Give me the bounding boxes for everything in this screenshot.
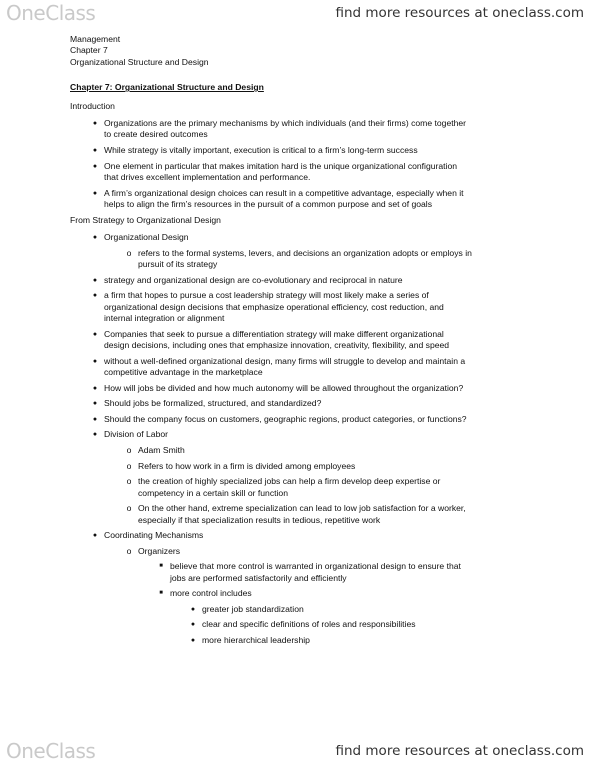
list-item-text: On the other hand, extreme specialization can lead to low job satisfaction for a worker, [138, 503, 466, 514]
chapter-label: Chapter 7 [70, 45, 108, 56]
list-item [70, 383, 580, 394]
list-item [70, 188, 580, 211]
list-item-text: Division of Labor [104, 429, 169, 440]
list-item-text: that drives excellent implementation and performance. [104, 171, 311, 182]
list-item [70, 145, 580, 156]
list-item-text: strategy and organizational design are co-evolutionary and reciprocal in nature [104, 274, 403, 285]
hollow-bullet-icon: o [126, 247, 132, 258]
intro-list [70, 118, 580, 210]
list-item [70, 461, 580, 472]
list-item [70, 414, 580, 425]
bullet-icon: ● [92, 431, 98, 439]
list-item-text: competency in a certain skill or function [138, 487, 288, 498]
bullet-icon: ● [190, 621, 196, 629]
list-item-text: clear and specific definitions of roles and responsibilities [202, 619, 416, 630]
bullet-icon: ● [92, 292, 98, 300]
list-item-text: design decisions, including ones that emphasize innovation, creativity, flexibility, and speed [104, 339, 450, 350]
section-title: From Strategy to Organizational Design [70, 214, 221, 225]
list-item-text: greater job standardization [202, 603, 304, 614]
list-item-text: Coordinating Mechanisms [104, 530, 204, 541]
document-body [70, 34, 580, 651]
hollow-bullet-icon: o [126, 545, 132, 556]
list-item-text: more control includes [170, 588, 252, 599]
bullet-icon: ● [92, 532, 98, 540]
hollow-bullet-icon: o [126, 503, 132, 514]
list-item-text: Organizations are the primary mechanisms by which individuals (and their firms) come together [104, 117, 467, 128]
list-item [70, 546, 580, 557]
list-item-text: organizational design decisions that emphasize operational efficiency, cost reduction, and [104, 301, 444, 312]
footer-link[interactable]: find more resources at oneclass.com [335, 743, 584, 759]
list-item-text: refers to the formal systems, levers, and decisions an organization adopts or employs in [138, 247, 472, 258]
list-item [70, 398, 580, 409]
list-item-text: especially if that specialization results in tedious, repetitive work [138, 514, 381, 525]
list-item-text: helps to align the firm’s resources in the pursuit of a common purpose and set of goals [104, 198, 433, 209]
list-item-text: Adam Smith [138, 444, 185, 455]
chapter-title: Organizational Structure and Design [70, 56, 209, 67]
section-list [70, 232, 580, 647]
logo-text-footer: OneClass [6, 739, 96, 763]
list-item [70, 561, 580, 584]
list-item-text: One element in particular that makes imitation hard is the unique organizational configuration [104, 160, 458, 171]
hollow-bullet-icon: o [126, 460, 132, 471]
square-bullet-icon: ■ [159, 563, 163, 570]
list-item-text: Organizers [138, 545, 181, 556]
list-item [70, 329, 580, 352]
list-item-text: How will jobs be divided and how much autonomy will be allowed throughout the organization? [104, 382, 464, 393]
chapter-heading: Chapter 7: Organizational Structure and Design [70, 82, 264, 93]
list-item-text: a firm that hopes to pursue a cost leadership strategy will most likely make a series of [104, 290, 429, 301]
list-item [70, 275, 580, 286]
oneclass-logo-footer[interactable] [6, 740, 95, 762]
bullet-icon: ● [92, 233, 98, 241]
bullet-icon: ● [92, 384, 98, 392]
list-item-text: pursuit of its strategy [138, 258, 218, 269]
list-item [70, 503, 580, 526]
list-item-text: Organizational Design [104, 231, 189, 242]
list-item [70, 232, 580, 243]
intro-title: Introduction [70, 100, 115, 111]
list-item-text: Should the company focus on customers, geographic regions, product categories, or functions? [104, 413, 467, 424]
list-item-text: without a well-defined organizational design, many firms will struggle to develop and maintain a [104, 355, 466, 366]
list-item [70, 445, 580, 456]
list-item [70, 530, 580, 541]
list-item-text: the creation of highly specialized jobs can help a firm develop deep expertise or [138, 476, 441, 487]
list-item [70, 619, 580, 630]
list-item [70, 290, 580, 324]
oneclass-logo[interactable] [6, 2, 95, 24]
page-header [0, 0, 595, 26]
list-item-text: Should jobs be formalized, structured, and standardized? [104, 398, 322, 409]
bullet-icon: ● [92, 276, 98, 284]
list-item [70, 588, 580, 599]
list-item [70, 248, 580, 271]
list-item-text: Refers to how work in a firm is divided among employees [138, 460, 356, 471]
list-item-text: jobs are performed satisfactorily and efficiently [170, 572, 347, 583]
list-item [70, 161, 580, 184]
list-item [70, 476, 580, 499]
bullet-icon: ● [92, 146, 98, 154]
page-footer [0, 738, 595, 764]
list-item [70, 118, 580, 141]
bullet-icon: ● [92, 415, 98, 423]
hollow-bullet-icon: o [126, 444, 132, 455]
list-item [70, 604, 580, 615]
header-link[interactable]: find more resources at oneclass.com [335, 5, 584, 21]
bullet-icon: ● [190, 637, 196, 645]
list-item-text: more hierarchical leadership [202, 635, 310, 646]
bullet-icon: ● [92, 357, 98, 365]
bullet-icon: ● [92, 162, 98, 170]
list-item-text: competitive advantage in the marketplace [104, 366, 263, 377]
list-item [70, 356, 580, 379]
list-item-text: A firm’s organizational design choices can result in a competitive advantage, especially when it [104, 187, 464, 198]
course-name: Management [70, 34, 121, 44]
hollow-bullet-icon: o [126, 476, 132, 487]
list-item [70, 635, 580, 646]
bullet-icon: ● [92, 400, 98, 408]
bullet-icon: ● [190, 605, 196, 613]
list-item-text: believe that more control is warranted in organizational design to ensure that [170, 561, 461, 572]
bullet-icon: ● [92, 119, 98, 127]
list-item-text: Companies that seek to pursue a differentiation strategy will make different organizational [104, 328, 444, 339]
list-item-text: to create desired outcomes [104, 129, 208, 140]
square-bullet-icon: ■ [159, 590, 163, 597]
list-item-text: While strategy is vitally important, execution is critical to a firm’s long-term success [104, 144, 418, 155]
bullet-icon: ● [92, 189, 98, 197]
logo-text: OneClass [6, 1, 96, 25]
bullet-icon: ● [92, 330, 98, 338]
list-item [70, 429, 580, 440]
list-item-text: internal integration or alignment [104, 312, 225, 323]
